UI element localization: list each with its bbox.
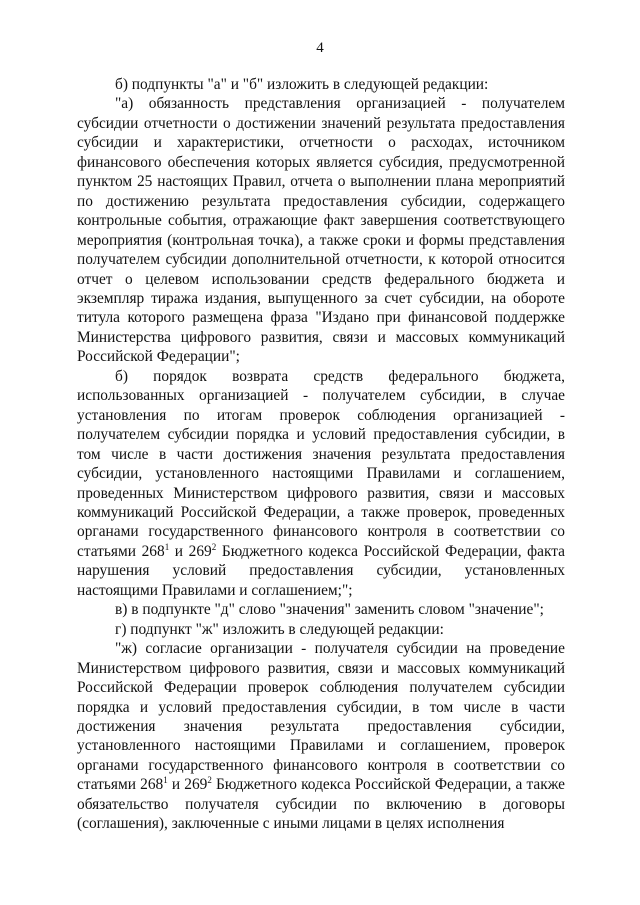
text-run: Бюджетного кодекса Российской Федерации, а также обязательство получателя субсидии по включению в договоры (соглашения), заключенные с иными лицами в целях исполнения [77, 776, 565, 833]
superscript: 1 [164, 541, 170, 552]
text-run: в) в подпункте "д" слово "значения" заменить словом "значение"; [115, 601, 544, 619]
paragraph [77, 600, 565, 619]
text-run: "а) обязанность представления организацией - получателем субсидии отчетности о достижении значений результата предоставления субсидии и характеристики, отчетности о расходах, источником финансового обеспечения которых является субсидия, предусмотренной пунктом 25 настоящих Правил, отчета о выполнении плана мероприятий по достижению результата предоставления субсидии, содержащего контрольные события, отражающие факт завершения соответствующего мероприятия (контрольная точка), а также сроки и формы представления получателем субсидии дополнительной отчетности, к которой относится отчет о целевом использовании средств федерального бюджета и экземпляр тиража издания, выпущенного за счет субсидии, на обороте титула которого размещена фраза "Издано при финансовой поддержке Министерства цифрового развития, связи и массовых коммуникаций Российской Федерации"; [77, 95, 565, 366]
document-body [77, 75, 565, 834]
text-run: и 269 [169, 542, 212, 560]
paragraph [77, 367, 565, 600]
superscript: 1 [163, 775, 168, 786]
superscript: 2 [207, 775, 212, 786]
text-run: г) подпункт "ж" изложить в следующей редакции: [115, 620, 444, 638]
text-run: б) порядок возврата средств федерального бюджета, использованных организацией - получателем субсидии, в случае установления по итогам проверок соблюдения организацией - получателем субсидии порядка и условий предоставления субсидии, в том числе в части достижения значения результата предоставления субсидии, установленного настоящими Правилами и соглашением, проведенных Министерством цифрового развития, связи и массовых коммуникаций Российской Федерации, а также проверок, проведенных органами государственного финансового контроля в соответствии со статьями 268 [77, 367, 565, 560]
text-run: б) подпункты "а" и "б" изложить в следующей редакции: [115, 76, 489, 93]
superscript: 2 [211, 541, 217, 552]
paragraph [77, 639, 565, 834]
paragraph [77, 94, 565, 366]
text-run: Бюджетного кодекса Российской Федерации, факта нарушения условий предоставления субсидии, установленных настоящими Правилами и соглашением;"; [77, 542, 565, 599]
paragraph [77, 620, 565, 639]
page-number: 4 [316, 40, 324, 56]
paragraph [77, 75, 565, 94]
text-run: "ж) согласие организации - получателя субсидии на проведение Министерством цифрового развития, связи и массовых коммуникаций Российской Федерации проверок соблюдения получателем субсидии порядка и условий предоставления субсидии, в том числе в части достижения значения результата предоставления субсидии, установленного настоящими Правилами и соглашением, проверок органами государственного финансового контроля в соответствии со статьями 268 [77, 640, 565, 794]
text-run: и 269 [167, 776, 208, 794]
